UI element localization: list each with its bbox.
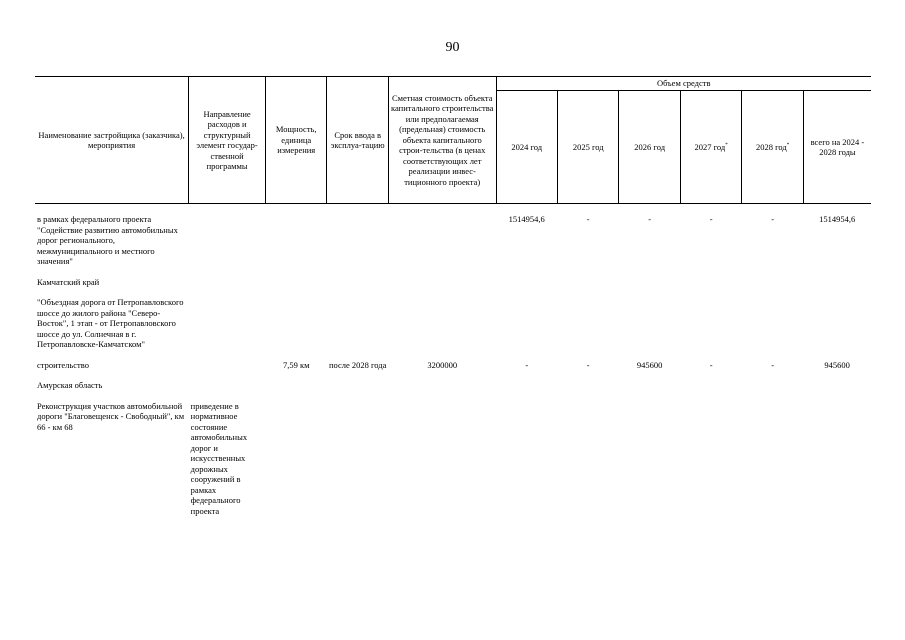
row-name: строительство [37, 359, 89, 370]
budget-table [35, 76, 871, 516]
value-cost: 3200000 [427, 359, 458, 370]
value-2025: - [586, 214, 590, 224]
header-cost: Сметная стоимость объекта капитального строительства или предполагаемая (предельная) стоимость объекта капитального строи-тельства (в ценах соответствующих лет реализации инвес-тиционного проекта) [388, 77, 496, 204]
footnote-mark-2028: * [786, 143, 790, 149]
table-row [35, 401, 871, 517]
value-capacity: 7,59 км [282, 359, 310, 370]
value-2024: 1514954,6 [508, 214, 545, 224]
table-row [35, 380, 871, 391]
header-2026: 2026 год [619, 91, 680, 204]
header-2028-label: 2028 год [755, 142, 787, 153]
header-2025: 2025 год [557, 91, 618, 204]
value-2027: - [709, 359, 713, 370]
value-2025: - [586, 359, 590, 370]
value-2024: - [525, 359, 529, 370]
value-2028: - [771, 214, 775, 224]
header-2027 [680, 91, 741, 204]
footnote-mark-2027: * [725, 143, 728, 149]
region-name: Амурская область [37, 380, 103, 390]
object-name: "Объездная дорога от Петропавловского шоссе до жилого района "Северо-Восток", 1 этап - от Петропавловского шоссе до ул. Солнечная в г. Петропавловске-Камчатском" [37, 297, 184, 349]
value-direction: приведение в нормативное состояние автомобильных дорог и искусственных дорожных сооружений в рамках федерального проекта [190, 400, 248, 516]
table-row [35, 214, 871, 267]
header-2028 [742, 91, 803, 204]
header-2024: 2024 год [496, 91, 557, 204]
header-name: Наименование застройщика (заказчика), мероприятия [35, 77, 189, 204]
header-total: всего на 2024 - 2028 годы [803, 91, 871, 204]
table-row [35, 297, 871, 350]
object-name: Реконструкция участков автомобильной дороги "Благовещенск - Свободный", км 66 - км 68 [37, 400, 185, 432]
value-total: 945600 [824, 359, 850, 370]
table-row [35, 277, 871, 288]
page-number: 90 [445, 40, 460, 55]
value-2027: - [709, 214, 713, 224]
header-direction: Направление расходов и структурный элемент государ-ственной программы [189, 77, 266, 204]
value-total: 1514954,6 [819, 214, 856, 224]
header-capacity: Мощность, единица измерения [266, 77, 327, 204]
header-2027-label: 2027 год [694, 142, 726, 153]
row-name: в рамках федерального проекта "Содействие развитию автомобильных дорог регионального, межмуниципального и местного значения" [37, 214, 178, 266]
value-2026: - [648, 214, 652, 224]
table-row [35, 360, 871, 371]
header-volume: Объем средств [496, 77, 871, 91]
region-name: Камчатский край [37, 276, 100, 287]
header-term: Срок ввода в эксплуа-тацию [327, 77, 388, 204]
value-term: после 2028 года [328, 359, 387, 370]
value-2028: - [771, 359, 775, 370]
value-2026: 945600 [636, 359, 663, 370]
